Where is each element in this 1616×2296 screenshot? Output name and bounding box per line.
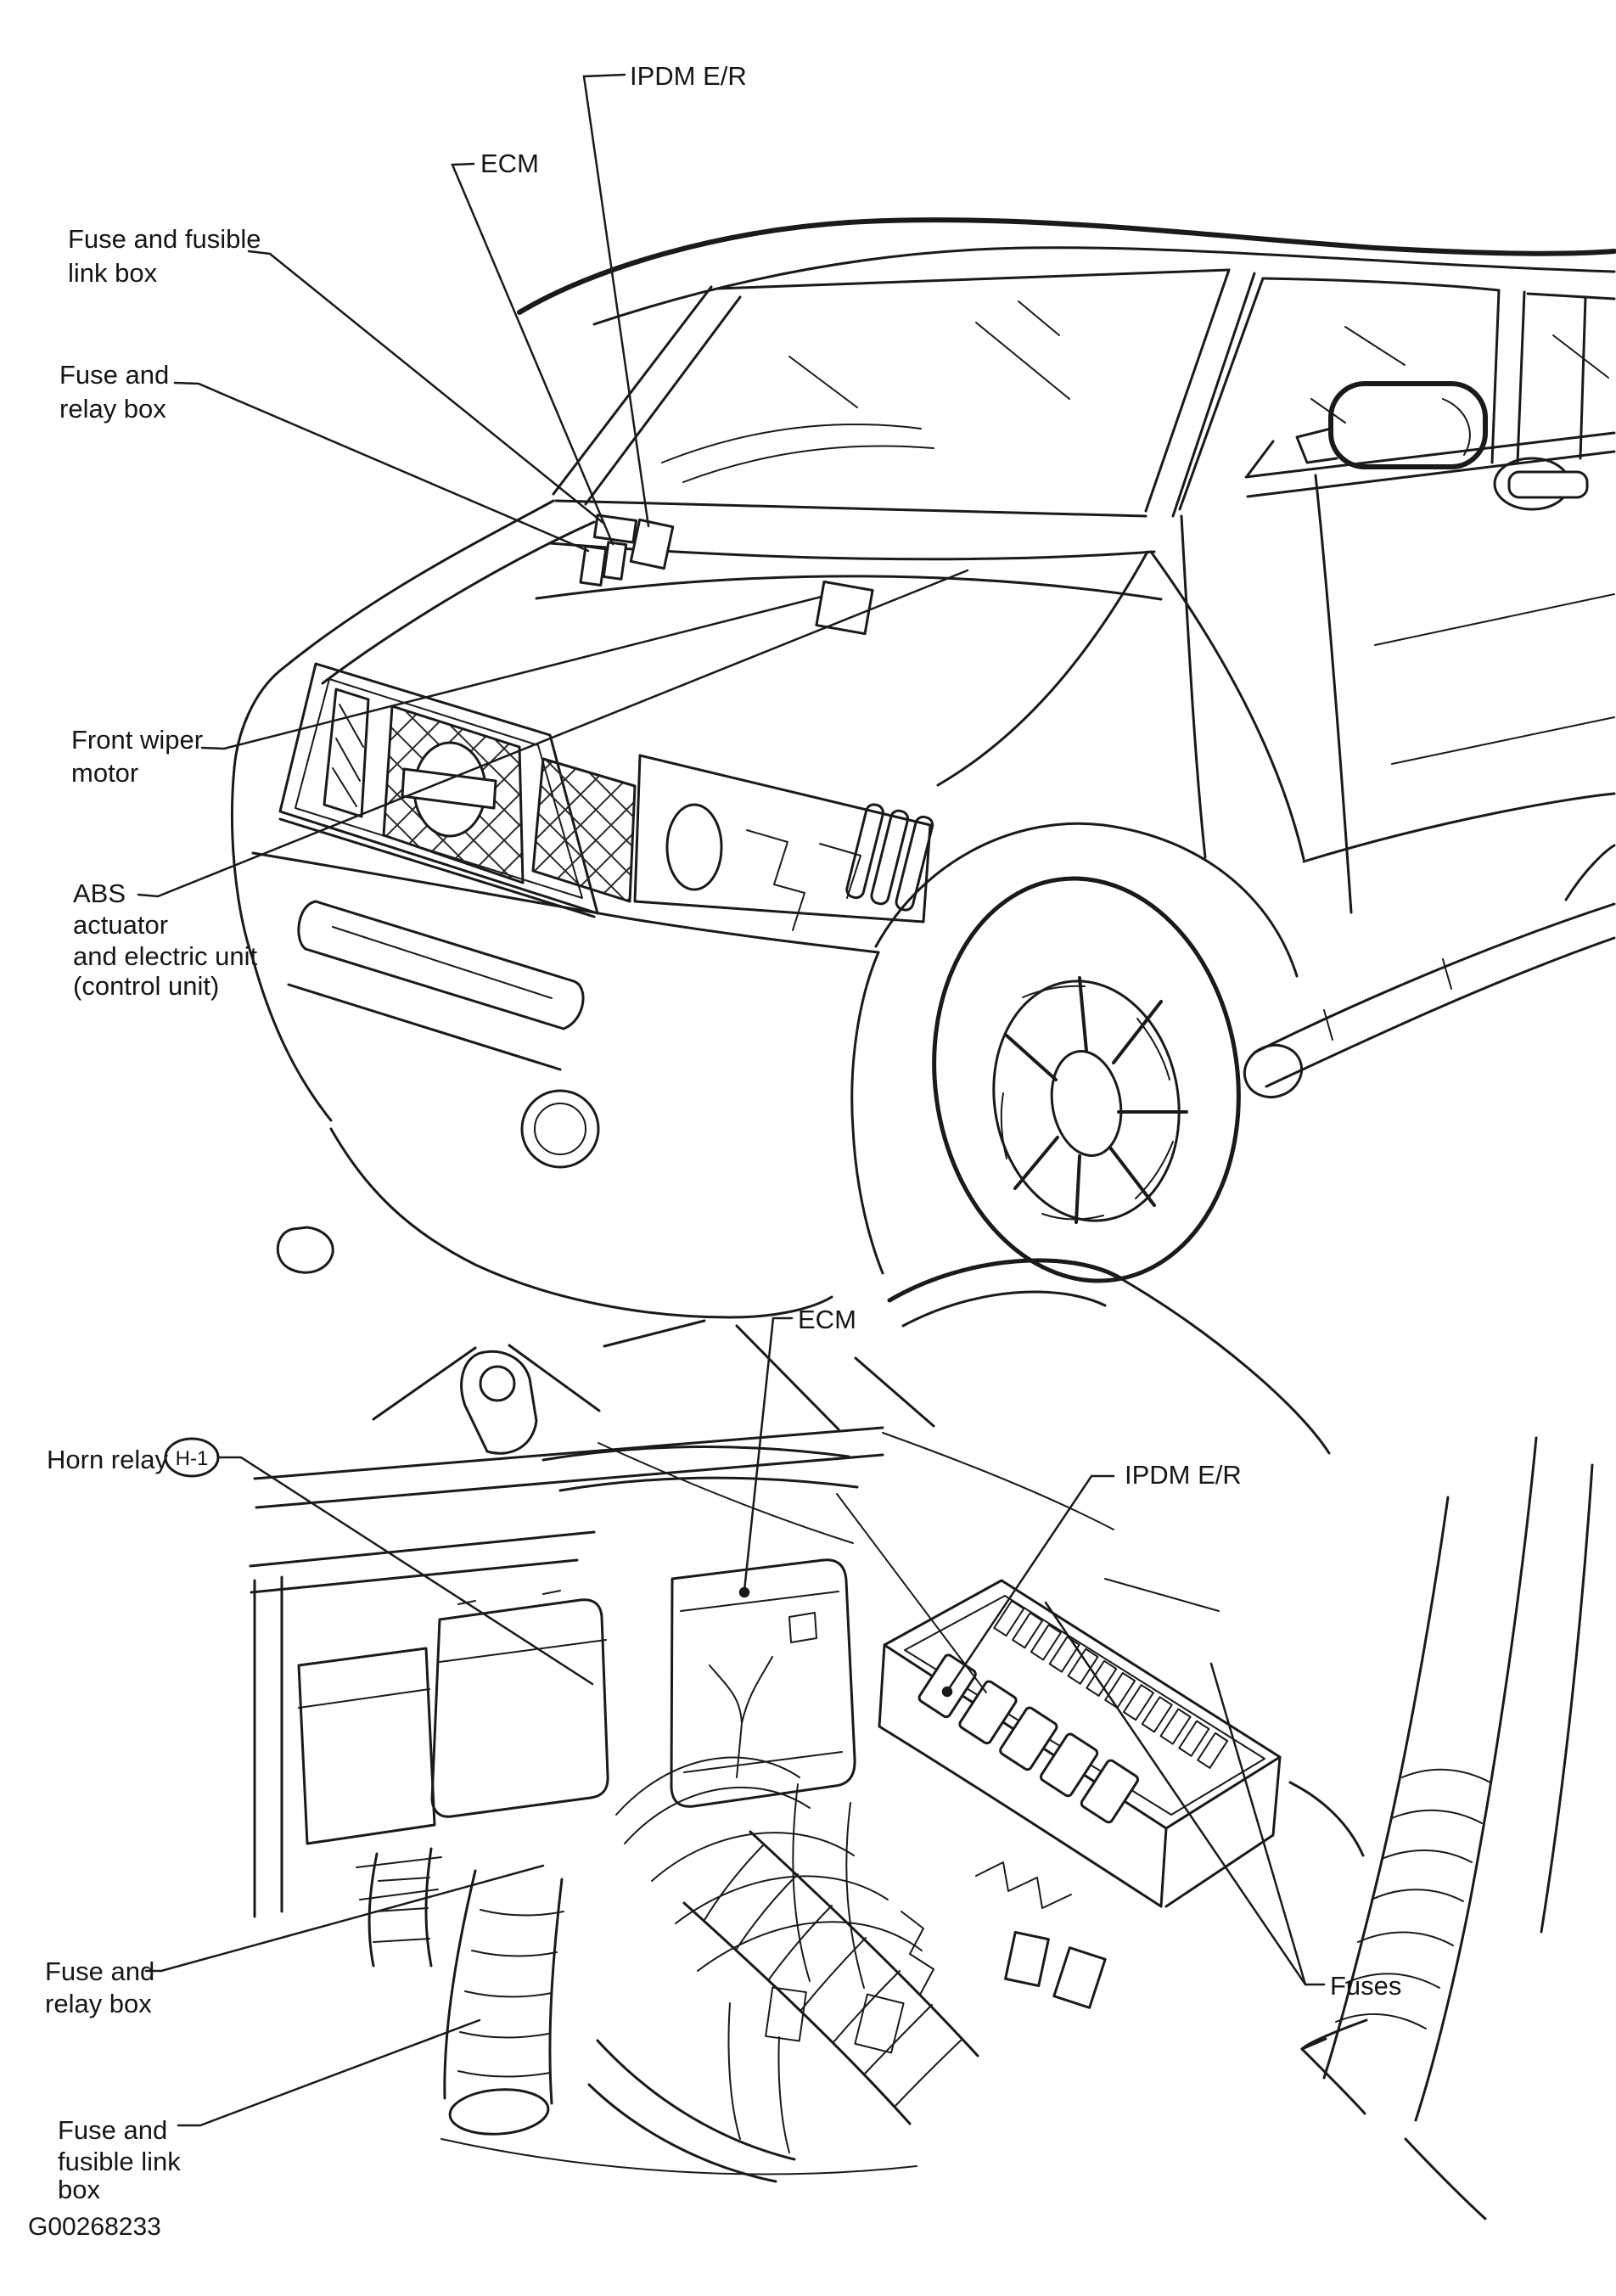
cowl-component-markers bbox=[581, 515, 873, 634]
label-ecm-bottom: ECM bbox=[798, 1305, 856, 1334]
label-fusible-link-top-1: Fuse and fusible bbox=[68, 224, 261, 254]
leader-ipdm-top bbox=[584, 75, 648, 526]
label-fusible-link-bottom-1: Fuse and bbox=[58, 2115, 168, 2145]
left-panels bbox=[255, 1577, 441, 1917]
label-fusible-link-bottom-3: box bbox=[58, 2175, 100, 2204]
leader-fuse-relay-bottom bbox=[146, 1866, 543, 1971]
wiper-motor-marker bbox=[816, 581, 873, 633]
label-horn-relay: Horn relay bbox=[47, 1445, 168, 1474]
cable-chevron bbox=[1302, 2020, 1366, 2114]
leader-wiper bbox=[202, 597, 822, 749]
label-ecm-top: ECM bbox=[480, 149, 539, 178]
ecm-module bbox=[671, 1560, 855, 1807]
fuse-relay-box-marker bbox=[581, 547, 606, 586]
ipdm-fuse-box bbox=[879, 1580, 1363, 2007]
horn-relay-tag: H-1 bbox=[175, 1447, 209, 1470]
label-fuse-relay-bottom-2: relay box bbox=[45, 1989, 152, 2018]
hood-opening bbox=[889, 1260, 1329, 1453]
leader-fuse-relay-top bbox=[175, 383, 588, 551]
ipdm-marker bbox=[631, 519, 673, 568]
truck-windshield bbox=[550, 270, 1254, 559]
label-fusible-link-top-2: link box bbox=[68, 258, 158, 288]
label-abs-3: and electric unit bbox=[73, 941, 258, 971]
front-wheel bbox=[876, 823, 1297, 1300]
fog-lamp bbox=[522, 1091, 598, 1167]
headlight-projector bbox=[667, 805, 721, 890]
leader-ecm-top bbox=[452, 164, 613, 544]
label-abs-2: actuator bbox=[73, 910, 169, 940]
leader-fusible-link-top bbox=[249, 251, 604, 524]
labels bbox=[28, 61, 1401, 2241]
label-fuse-relay-top-1: Fuse and bbox=[59, 360, 170, 390]
label-fusible-link-bottom-2: fusible link bbox=[58, 2147, 181, 2176]
intake-ducts bbox=[369, 1832, 978, 2181]
label-ipdm-top: IPDM E/R bbox=[630, 61, 747, 91]
door-handle bbox=[1495, 458, 1587, 509]
ecm-marker bbox=[603, 542, 626, 580]
leader-ipdm-bottom-dot bbox=[943, 1687, 951, 1696]
label-fuse-relay-bottom-1: Fuse and bbox=[45, 1956, 155, 1986]
leader-fusible-link-bottom bbox=[178, 2020, 480, 2125]
leader-fuses-b bbox=[1211, 1664, 1305, 1984]
running-board bbox=[1237, 794, 1614, 1105]
leader-ecm-bottom bbox=[744, 1318, 792, 1591]
truck-front-illustration bbox=[232, 220, 1614, 1317]
front-grille bbox=[280, 664, 635, 917]
label-wiper-1: Front wiper bbox=[71, 725, 204, 755]
relay-box bbox=[432, 1591, 608, 1816]
headlight-cluster bbox=[635, 755, 934, 930]
label-fuses: Fuses bbox=[1330, 1971, 1402, 2001]
right-fender bbox=[1324, 1438, 1592, 2219]
fusible-link-box-marker bbox=[594, 515, 636, 542]
label-abs-4: (control unit) bbox=[73, 971, 220, 1001]
truck-side-glass bbox=[1180, 278, 1614, 912]
engine-bay-illustration bbox=[250, 1260, 1592, 2219]
tow-hook bbox=[278, 1227, 333, 1272]
cowl-structure bbox=[250, 1321, 934, 1592]
label-ipdm-bottom: IPDM E/R bbox=[1125, 1460, 1242, 1490]
label-fuse-relay-top-2: relay box bbox=[59, 394, 166, 424]
figure-code: G00268233 bbox=[28, 2213, 161, 2241]
truck-roof bbox=[519, 220, 1614, 324]
leader-ecm-bottom-dot bbox=[740, 1588, 749, 1597]
label-wiper-2: motor bbox=[71, 758, 139, 788]
corner-lamp-slats bbox=[845, 803, 934, 912]
label-abs-1: ABS bbox=[73, 879, 126, 908]
